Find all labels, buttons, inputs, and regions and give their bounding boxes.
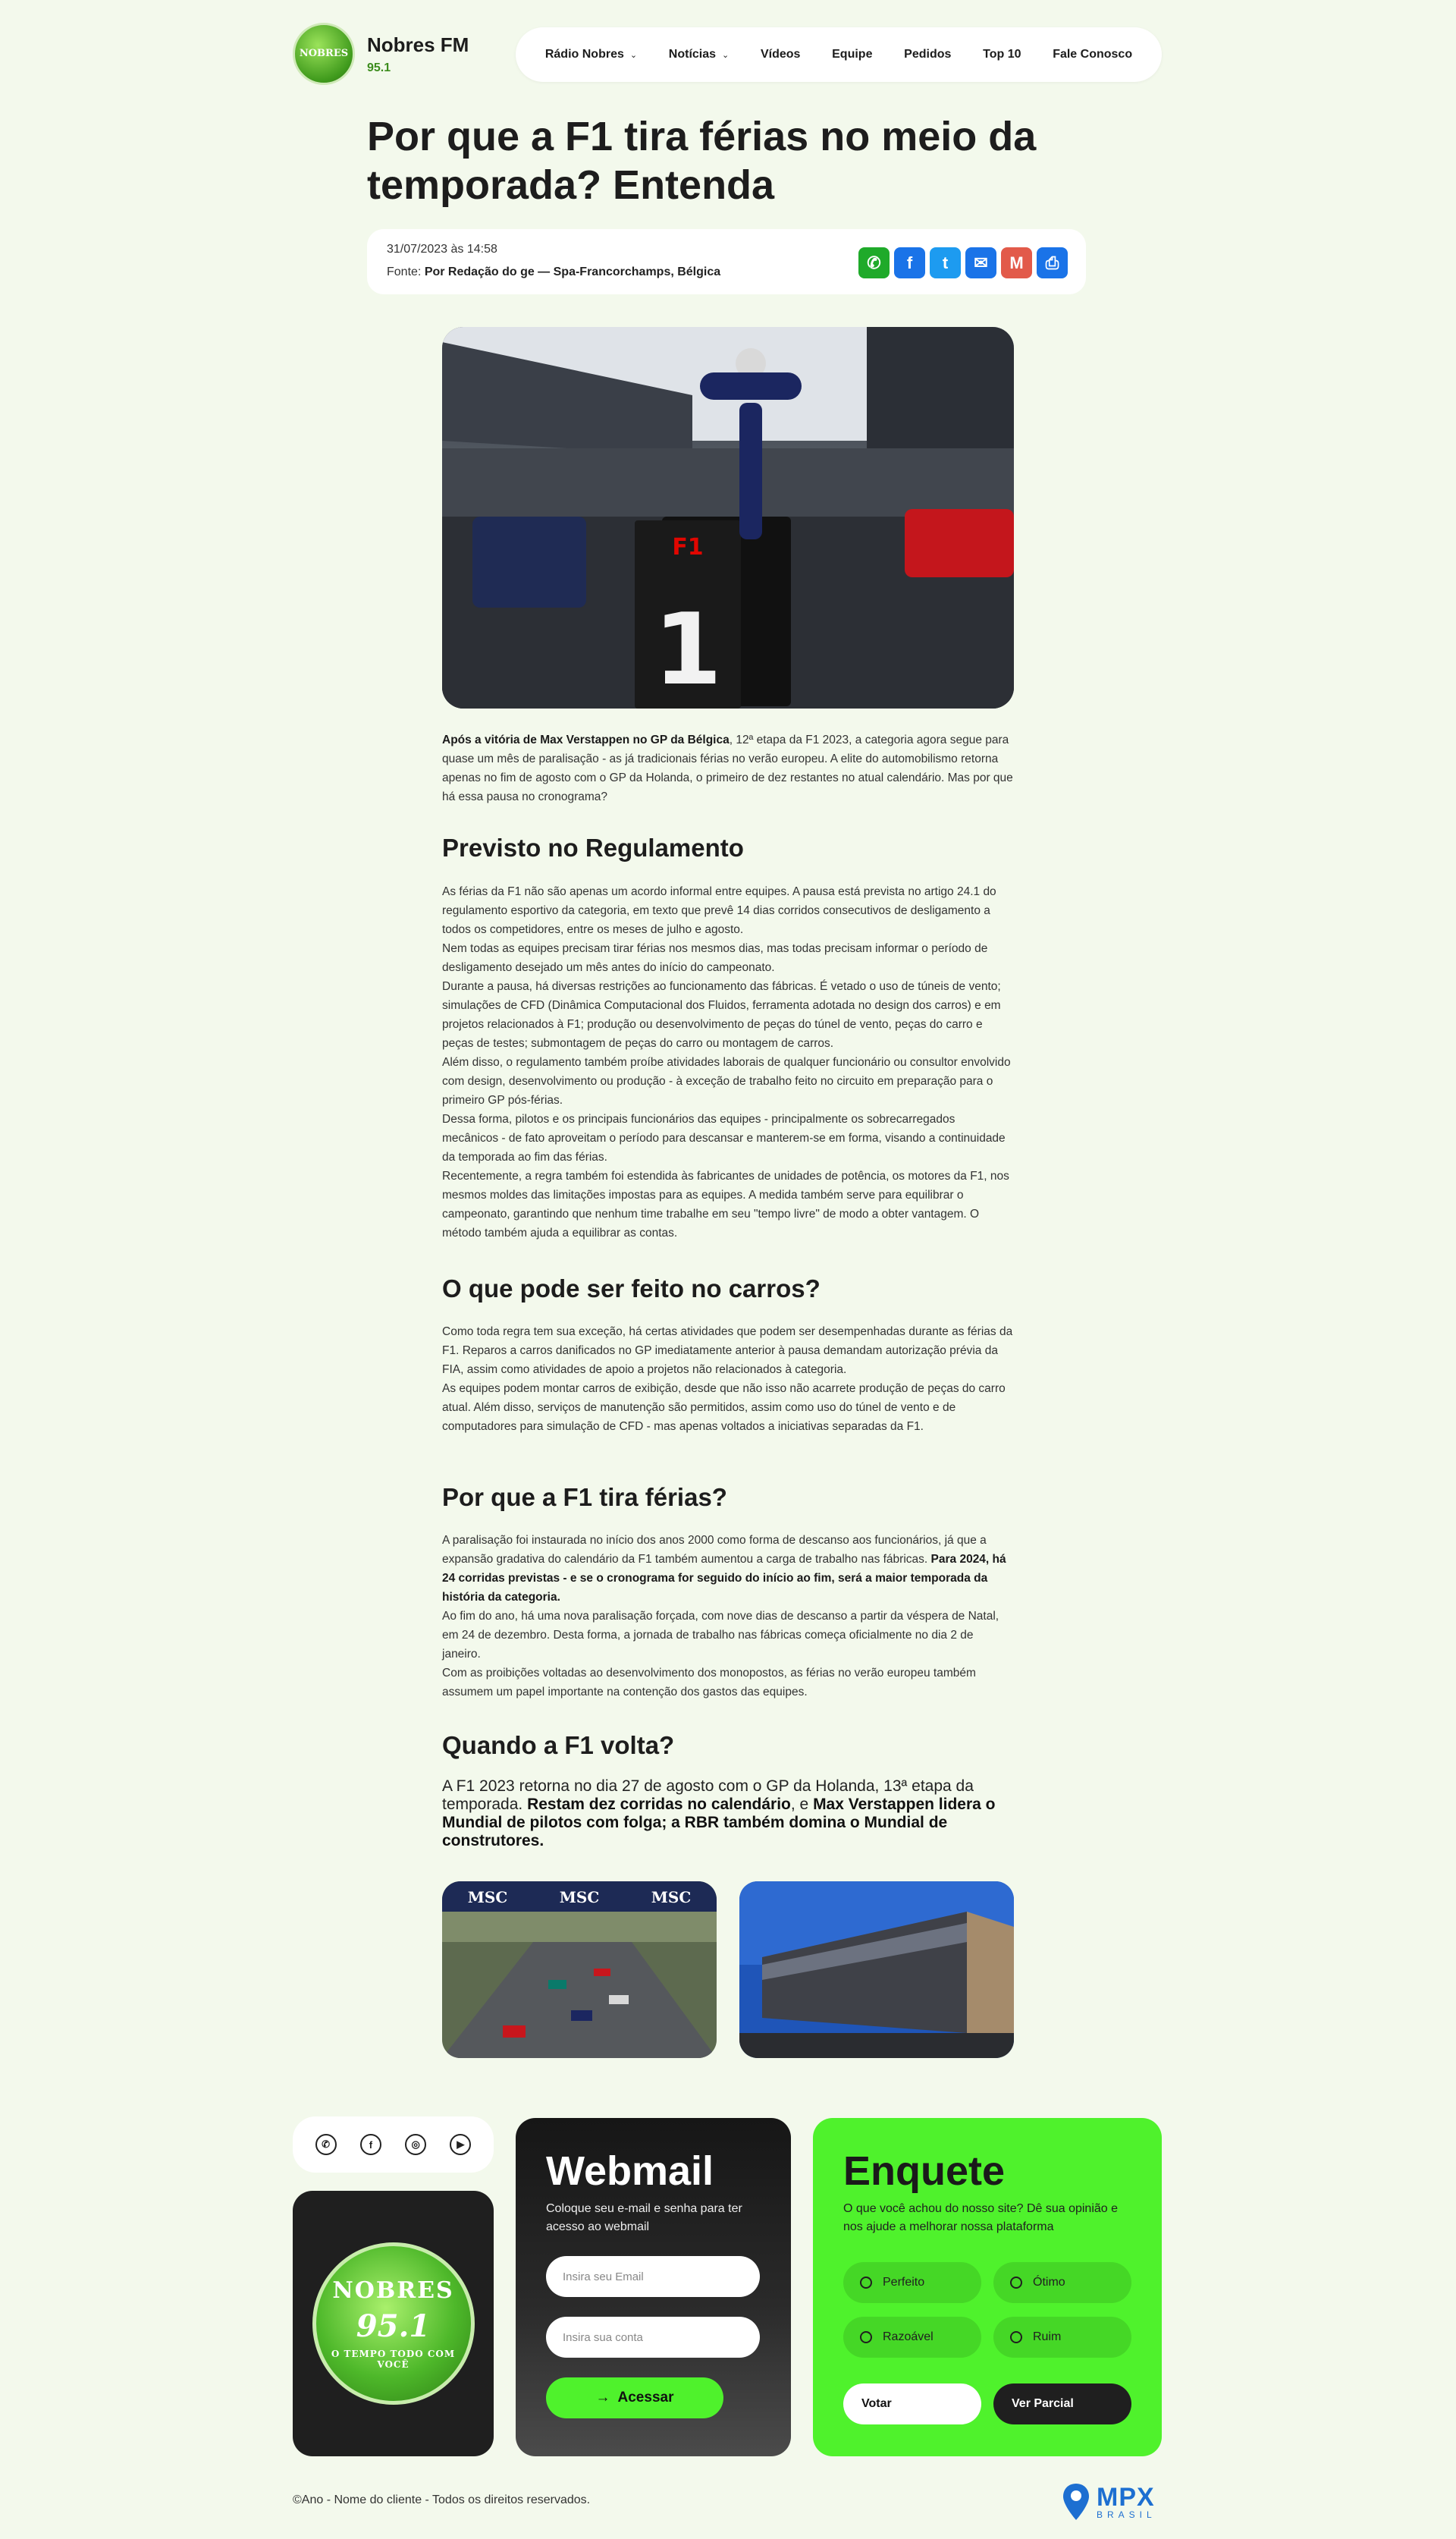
webmail-password-input[interactable]: Insira sua conta [546, 2317, 760, 2358]
paragraph: Nem todas as equipes precisam tirar férias nos mesmos dias, mas todas precisam informar o período de desligamento desejado um mês antes do início do campeonato. [442, 942, 988, 974]
source-value: Por Redação do ge — Spa-Francorchamps, Bélgica [424, 266, 721, 278]
red-bull-factory-image[interactable] [739, 1881, 1014, 2058]
webmail-login-button[interactable] [546, 2377, 723, 2418]
nobres-logo-icon [293, 23, 355, 85]
main-nav [516, 27, 1162, 82]
option-label: Razoável [883, 2330, 934, 2343]
footer-logo-slogan: O TEMPO TODO COM VOCÊ [331, 2349, 456, 2370]
share-gmail-icon[interactable]: M [1001, 247, 1032, 278]
mpx-text: MPX [1097, 2483, 1155, 2512]
banner-text: MSC [651, 1888, 692, 1906]
partial-results-button[interactable]: Ver Parcial [993, 2383, 1131, 2424]
section-carros [442, 1322, 1014, 1436]
volta-text: A F1 2023 retorna no dia 27 de agosto com o GP da Holanda, 13ª etapa da temporada. [442, 1777, 974, 1813]
option-label: Perfeito [883, 2276, 925, 2289]
article-title: Por que a F1 tira férias no meio da temporada? Entenda [367, 114, 1037, 208]
paragraph: Durante a pausa, há diversas restrições ao funcionamento das fábricas. É vetado o uso de túneis de vento; simulações de CFD (Dinâmica Computacional dos Fluidos, ferramenta adotada no design dos carros) e em projetos relacionados à F1; produção ou desenvolvimento de peças do túnel de vento, peças do carro e peças de testes; submontagem de peças do carro ou montagem de carros. [442, 980, 1001, 1050]
ferias-text: A paralisação foi instaurada no início dos anos 2000 como forma de descanso aos funcionários, já que a expansão gradativa do calendário da F1 também aumentou a carga de trabalho nas fábricas. [442, 1534, 987, 1566]
share-email-icon[interactable]: ✉ [965, 247, 996, 278]
nav-label: Rádio Nobres [544, 48, 624, 61]
poll-title: Enquete [843, 2148, 1006, 2194]
youtube-icon[interactable]: ▶ [450, 2134, 471, 2155]
heading-carros: O que pode ser feito no carros? [442, 1274, 821, 1302]
option-label: Ótimo [1033, 2276, 1065, 2289]
share-buttons [858, 247, 1068, 278]
nav-item-fale-conosco[interactable]: Fale Conosco [1053, 48, 1133, 61]
ferias-bold: Para 2024, há 24 corridas previstas - e se o cronograma for seguido do início ao fim, será a maior temporada da história da categoria. [442, 1553, 1006, 1604]
intro-bold: Após a vitória de Max Verstappen no GP da Bélgica [442, 734, 730, 746]
brand-logo[interactable] [293, 23, 469, 85]
webmail-card [516, 2118, 791, 2456]
source-label: Fonte: [387, 266, 422, 278]
nav-item-noticias[interactable] [669, 48, 729, 61]
share-twitter-icon[interactable]: t [930, 247, 961, 278]
radio-icon [1010, 2277, 1022, 2289]
poll-option-razoavel[interactable] [843, 2317, 981, 2358]
copyright: ©Ano - Nome do cliente - Todos os direitos reservados. [293, 2493, 591, 2506]
article-date: 31/07/2023 às 14:58 [387, 243, 497, 256]
poll-option-perfeito[interactable] [843, 2262, 981, 2303]
footer-logo-card [293, 2191, 494, 2456]
social-links [293, 2116, 494, 2173]
paragraph: Dessa forma, pilotos e os principais funcionários das equipes - principalmente os sobrecarregados mecânicos - de fato aproveitam o período para descansar e manterem-se em forma, visando a continuidade da temporada ao fim das férias. [442, 1113, 1006, 1164]
hero-image [442, 327, 1014, 709]
nav-item-radio-nobres[interactable] [545, 48, 637, 61]
paragraph: Com as proibições voltadas ao desenvolvimento dos monopostos, as férias no verão europeu também assumem um papel importante na contenção dos gastos das equipes. [442, 1667, 976, 1698]
svg-text:1: 1 [653, 592, 723, 707]
arrow-right-icon: → [595, 2390, 610, 2405]
brand-frequency: 95.1 [367, 61, 391, 74]
intro-rest: , 12ª etapa da F1 2023, a categoria agora segue para quase um mês de paralisação - as já tradicionais férias no verão europeu. A elite do automobilismo retorna apenas no fim de agosto com o GP da Holanda, o primeiro de dez restantes no atual calendário. Mas por que há essa pausa no cronograma? [442, 734, 1013, 803]
webmail-title: Webmail [546, 2148, 714, 2194]
volta-bold: Restam dez corridas no calendário [527, 1796, 791, 1813]
banner-text: MSC [467, 1888, 508, 1906]
mpx-sub: BRASIL [1097, 2509, 1156, 2520]
nav-item-videos[interactable]: Vídeos [760, 48, 801, 61]
heading-ferias: Por que a F1 tira férias? [442, 1483, 727, 1511]
poll-description: O que você achou do nosso site? Dê sua opinião e nos ajude a melhorar nossa plataforma [843, 2202, 1119, 2233]
paragraph: As equipes podem montar carros de exibição, desde que não isso não acarrete produção de peças do carro atual. Além disso, serviços de manutenção são permitidos, assim como uso do túnel de vento e de computadores para simulação de CFD - mas apenas voltados a iniciativas separadas da F1. [442, 1382, 1006, 1433]
hero-illustration [442, 327, 1014, 709]
nav-item-pedidos[interactable]: Pedidos [904, 48, 952, 61]
volta-text: , e [790, 1796, 814, 1813]
radio-icon [860, 2277, 872, 2289]
poll-option-ruim[interactable] [993, 2317, 1131, 2358]
paragraph [442, 1531, 1014, 1607]
poll-card [813, 2118, 1162, 2456]
nav-label: Notícias [668, 48, 717, 61]
poll-option-otimo[interactable] [993, 2262, 1131, 2303]
share-whatsapp-icon[interactable]: ✆ [858, 247, 890, 278]
section-regulamento [442, 882, 1014, 1243]
vote-button[interactable]: Votar [843, 2383, 981, 2424]
paragraph: Recentemente, a regra também foi estendida às fabricantes de unidades de potência, os motores da F1, nos mesmos moldes das limitações impostas para as equipes. A medida também serve para equilibrar o campeonato, garantindo que nenhum time trabalhe em seu "tempo livre" de modo a obter vantagem. O método também ajuda a equilibrar as contas. [442, 1170, 1009, 1240]
brand-name: Nobres FM [367, 33, 469, 56]
paragraph: As férias da F1 não são apenas um acordo informal entre equipes. A pausa está prevista no artigo 24.1 do regulamento esportivo da categoria, em texto que prevê 14 dias corridos consecutivos de desligamento a todos os competidores, entre os meses de julho e agosto. [442, 885, 996, 936]
webmail-email-input[interactable]: Insira seu Email [546, 2256, 760, 2297]
mpx-logo[interactable] [1062, 2482, 1156, 2522]
nav-item-equipe[interactable]: Equipe [832, 48, 873, 61]
paragraph: Ao fim do ano, há uma nova paralisação forçada, com nove dias de descanso a partir da véspera de Natal, em 24 de dezembro. Desta forma, a jornada de trabalho nas fábricas começa oficialmente no dia 2 de janeiro. [442, 1610, 999, 1661]
article-intro [442, 731, 1014, 806]
footer-logo [312, 2242, 475, 2405]
paragraph: Como toda regra tem sua exceção, há certas atividades que podem ser desempenhadas durante as férias da F1. Reparos a carros danificados no GP imediatamente anterior à pausa demandam autorização prévia da FIA, assim como atividades de apoio a projetos não relacionados à categoria. [442, 1325, 1013, 1376]
article-meta [367, 229, 1086, 294]
chevron-down-icon: ⌄ [722, 51, 730, 60]
footer-logo-top: NOBRES [332, 2277, 454, 2304]
nav-item-top-10[interactable]: Top 10 [983, 48, 1021, 61]
section-ferias [442, 1531, 1014, 1702]
instagram-icon[interactable]: ◎ [405, 2134, 426, 2155]
share-facebook-icon[interactable]: f [894, 247, 925, 278]
webmail-description: Coloque seu e-mail e senha para ter acesso ao webmail [546, 2202, 742, 2233]
whatsapp-icon[interactable]: ✆ [315, 2134, 337, 2155]
radio-icon [860, 2331, 872, 2343]
race-start-illustration [442, 1881, 717, 2058]
option-label: Ruim [1033, 2330, 1062, 2343]
chevron-down-icon: ⌄ [629, 51, 638, 60]
location-pin-icon [1062, 2482, 1090, 2522]
share-print-icon[interactable]: ⎙ [1037, 247, 1068, 278]
svg-text:F1: F1 [672, 534, 704, 561]
footer-logo-freq: 95.1 [356, 2308, 431, 2344]
banner-text: MSC [559, 1888, 600, 1906]
paragraph: Além disso, o regulamento também proíbe atividades laborais de qualquer funcionário ou consultor envolvido com design, desenvolvimento ou produção - à exceção de trabalho feito no circuito em preparação para o primeiro GP pós-férias. [442, 1056, 1011, 1107]
radio-icon [1010, 2331, 1022, 2343]
section-volta [442, 1777, 1014, 1850]
heading-volta: Quando a F1 volta? [442, 1731, 675, 1759]
race-start-image[interactable] [442, 1881, 717, 2058]
heading-regulamento: Previsto no Regulamento [442, 834, 744, 862]
login-label: Acessar [617, 2390, 674, 2405]
volta-bold: Max Verstappen lidera o Mundial de pilotos com folga; a RBR também domina o Mundial de construtores. [442, 1796, 996, 1849]
factory-illustration [739, 1881, 1014, 2058]
logo-text: NOBRES [299, 47, 349, 59]
facebook-icon[interactable]: f [360, 2134, 381, 2155]
